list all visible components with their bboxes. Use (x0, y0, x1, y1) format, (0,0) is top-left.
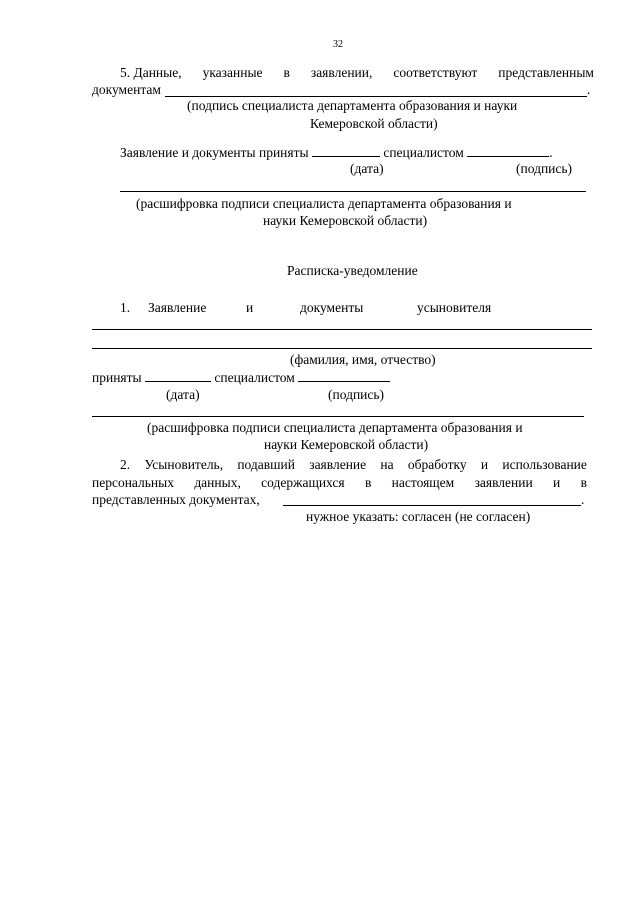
item2-blank-line (283, 505, 581, 506)
receipt-item1-word: Заявление (148, 300, 207, 315)
accepted-line (120, 145, 553, 160)
item2-word: настоящем (391, 475, 455, 490)
item2-note: нужное указать: согласен (не согласен) (306, 509, 531, 524)
item2-word: на (380, 457, 394, 472)
receipt-fio-line-1 (92, 329, 592, 330)
receipt-fio-line-2 (92, 348, 592, 349)
receipt-signature-label: (подпись) (328, 387, 385, 402)
receipt-item1-word: усыновителя (417, 300, 492, 315)
receipt-accepted-prefix: приняты (92, 370, 142, 385)
item2-word: 2. (120, 457, 131, 472)
item5-line1 (120, 66, 594, 80)
item2-word: и (480, 457, 489, 472)
accepted-end: . (549, 145, 553, 160)
item2-line1 (120, 458, 587, 472)
item5-word: соответствуют (393, 65, 478, 80)
item2-word: заявление (309, 457, 367, 472)
page-number: 32 (333, 39, 343, 50)
receipt-date-label: (дата) (166, 387, 200, 402)
receipt-decoding-line (92, 416, 584, 417)
item2-word: в (580, 475, 587, 490)
item5-line2-end: . (587, 82, 591, 97)
receipt-title: Расписка-уведомление (287, 263, 418, 278)
receipt-item1-number: 1. (120, 300, 131, 315)
receipt-decoding-2: науки Кемеровской области) (264, 437, 429, 452)
item5-blank-line (165, 96, 587, 97)
item2-line3-prefix: представленных документах, (92, 492, 260, 507)
item5-word: в (283, 65, 290, 80)
item5-line2-prefix: документам (92, 82, 161, 97)
receipt-signature-blank (298, 370, 390, 382)
item2-word: содержащихся (261, 475, 345, 490)
item5-word: заявлении, (310, 65, 373, 80)
receipt-decoding-1: (расшифровка подписи специалиста департамента образования и (147, 420, 523, 435)
item2-word: данных, (194, 475, 241, 490)
item5-caption-2: Кемеровской области) (310, 116, 438, 131)
accepted-signature-label: (подпись) (516, 161, 573, 176)
receipt-accepted-line (92, 370, 390, 385)
accepted-decoding-2: науки Кемеровской области) (263, 213, 428, 228)
item5-word: указанные (202, 65, 263, 80)
item2-word: использование (502, 457, 587, 472)
receipt-item1-word: и (246, 300, 254, 315)
signature-blank (467, 145, 549, 157)
accepted-prefix: Заявление и документы приняты (120, 145, 309, 160)
item2-word: обработку (407, 457, 467, 472)
item5-caption-1: (подпись специалиста департамента образования и науки (187, 98, 518, 113)
item2-word: подавший (237, 457, 295, 472)
item2-word: Усыновитель, (144, 457, 224, 472)
receipt-fio-label: (фамилия, имя, отчество) (290, 352, 436, 367)
receipt-date-blank (145, 370, 211, 382)
item5-word: 5. Данные, (120, 65, 182, 80)
item2-word: заявлении (474, 475, 533, 490)
item2-word: и (553, 475, 561, 490)
item2-line2 (92, 476, 587, 490)
receipt-item1-word: документы (300, 300, 364, 315)
accepted-date-label: (дата) (350, 161, 384, 176)
accepted-middle: специалистом (383, 145, 464, 160)
accepted-decoding-1: (расшифровка подписи специалиста департамента образования и (136, 196, 512, 211)
accepted-decoding-line (120, 191, 586, 192)
receipt-accepted-middle: специалистом (214, 370, 295, 385)
item2-word: в (364, 475, 372, 490)
item2-word: персональных (92, 475, 174, 490)
date-blank (312, 145, 380, 157)
item5-word: представленным (498, 65, 594, 80)
item2-line3-end: . (581, 492, 585, 507)
